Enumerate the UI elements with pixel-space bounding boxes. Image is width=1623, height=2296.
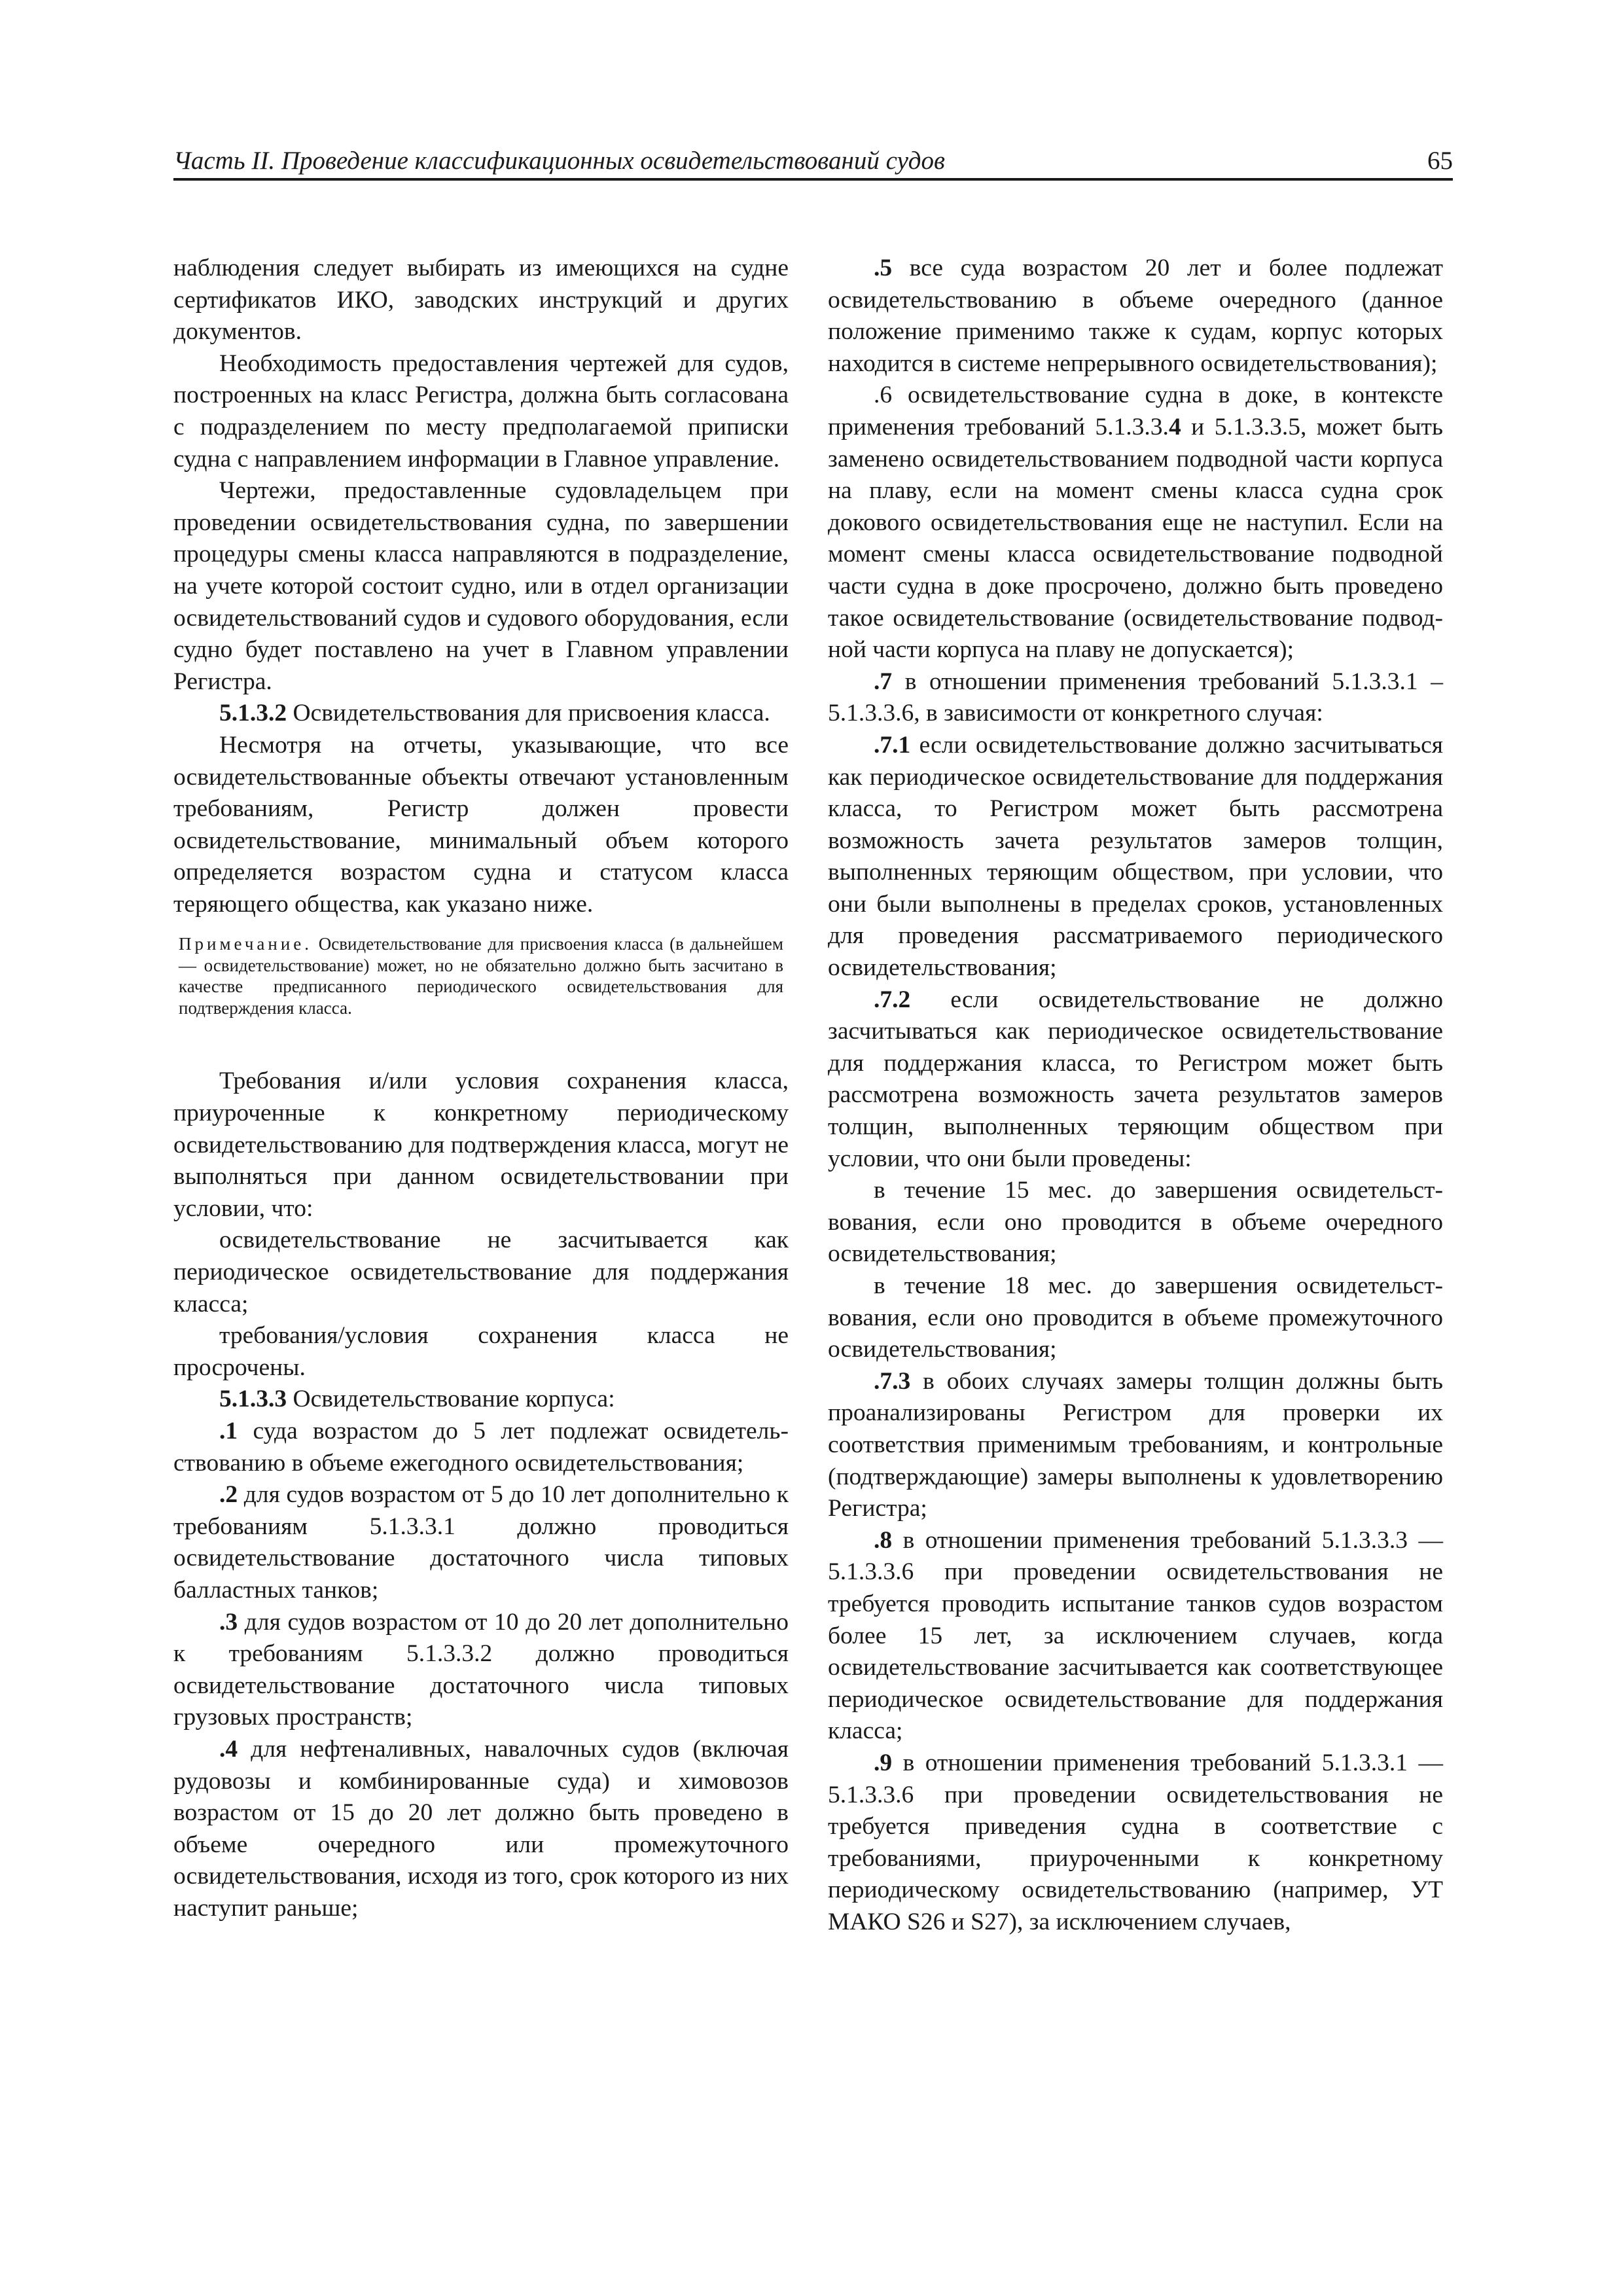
section-5-1-3-2 [173,698,789,730]
item-text: освидетельствование судна в доке, в контексте применения требований 5.1.3.3. [828,382,1443,440]
item-text: в отношении применения требований 5.1.3.3.1 — 5.1.3.3.6 при проведении освидетельствования не требуется приведения судна в соответствие с требованиями, приуроченными к конкретному периодическому освидетельствованию (например, УТ МАКО S26 и S27), за исключением случаев, [828,1749,1443,1935]
list-item [173,1479,789,1606]
list-item [173,1416,789,1479]
list-item [828,984,1443,1175]
item-text: все суда возрастом 20 лет и более подлежат освидетельствованию в объеме очередного (данное положение применимо также к судам, корпус которых находится в системе непрерывного освидетельствования); [828,255,1443,377]
paragraph: требования/условия сохранения класса не просрочены. [173,1322,789,1381]
note-label: Примечание. [179,934,313,954]
item-number: .2 [219,1481,238,1509]
paragraph: в течение 15 мес. до завершения освидетельствования, если оно проводится в объеме очередного освидетельствования; [828,1177,1443,1268]
item-text: для судов возрастом от 5 до 10 лет дополнительно к требованиям 5.1.3.3.1 должно проводиться освидетельствование достаточного числа типовых балластных танков; [173,1481,789,1604]
item-text-bold: 4 [1168,413,1181,440]
paragraph: наблюдения следует выбирать из имеющихся на судне сертификатов ИКО, заводских инструкций и других документов. [173,255,789,346]
item-number: .8 [874,1526,893,1554]
list-item [828,1748,1443,1939]
item-text: для нефтеналивных, навалочных судов (включая рудовозы и комбинированные суда) и химовозов возрастом от 15 до 20 лет должно быть проведено в объеме очередного или промежуточного освидетельствования, исходя из того, срок которого из них наступит раньше; [173,1735,789,1922]
page-number: 65 [1427,147,1453,175]
section-5-1-3-3 [173,1384,789,1416]
note-block [179,933,783,1018]
list-item [828,730,1443,984]
running-header [173,143,1453,179]
paragraph: освидетельствование не засчитывается как периодическое освидетельствование для поддержания класса; [173,1227,789,1318]
paragraph: в течение 18 мес. до завершения освидетельствования, если оно проводится в объеме промежуточного освидетельствования; [828,1272,1443,1363]
item-text: суда возрастом до 5 лет подлежат освидетельствованию в объеме ежегодного освидетельствования; [173,1418,789,1477]
item-number: .6 [874,382,893,409]
list-item [173,1607,789,1734]
item-number: .7 [874,668,893,695]
paragraph: Требования и/или условия сохранения класса, приуроченные к конкретному периодическому освидетельствованию для подтверждения класса, могут не выполняться при данном освидетельствовании при условии, что: [173,1067,789,1222]
section-heading-text: Освидетельствование корпуса: [287,1386,615,1413]
item-number: .3 [219,1608,238,1636]
item-text: для судов возрастом от 10 до 20 лет дополнительно к требованиям 5.1.3.3.2 должно проводиться освидетельствование достаточного числа типовых грузовых пространств; [173,1608,789,1731]
item-number: .7.1 [874,731,911,759]
paragraph: Чертежи, предоставленные судовладельцем при проведении освидетельствования судна, по завершении процедуры смены класса направляются в подразделение, на учете которой состоит судно, или в отдел организации освидетельствований судов и судового оборудования, если судно будет поставлено на учет в Главном управлении Регистра. [173,477,789,695]
section-number: 5.1.3.2 [219,700,287,727]
section-number: 5.1.3.3 [219,1386,287,1413]
item-number: .9 [874,1749,893,1776]
running-header-title: Часть II. Проведение классификационных освидетельствований судов [173,147,945,175]
left-column [173,253,789,1925]
list-item [828,666,1443,730]
item-text: если освидетельствование не должно засчитываться как периодическое освидетельствование для поддержания класса, то Регистром может быть рассмотрена возможность зачета результатов замеров толщин, выполненных теряющим обществом при условии, что они были проведены: [828,986,1443,1172]
paragraph: Необходимость предоставления чертежей для судов, построенных на класс Регистра, должна быть согласована с подразделением по месту предполагаемой приписки судна с направлением информации в Главное управление. [173,350,789,473]
item-number: .5 [874,255,893,281]
section-heading-text: Освидетельствования для присвоения класса. [287,700,770,727]
right-column [828,253,1443,1938]
item-text: если освидетельствование должно засчитываться как периодическое освидетельствование для поддержания класса, то Регистром может быть рассмотрена возможность зачета результатов замеров толщин, выполненных теряющим обществом, при условии, что они были выполнены в пределах сроков, установленных для проведения рассматриваемого периодического освидетельствования; [828,731,1443,982]
note-text: Освидетельствование для присвоения класса (в дальнейшем — освидетельствование) может, но не обязательно должно быть засчитано в качестве предписанного периодического освидетельствования для подтверждения класса. [179,934,783,1018]
list-item [173,1734,789,1925]
list-item [828,1525,1443,1748]
item-number: .1 [219,1418,238,1444]
header-rule [173,178,1453,181]
item-text: в обоих случаях замеры толщин должны быть проанализированы Регистром для проверки их соответствия применимым требованиям, и контрольные (подтверждающие) замеры выполнены к удовлетворению Регистра; [828,1367,1443,1522]
item-number: .4 [219,1735,238,1763]
paragraph: Несмотря на отчеты, указывающие, что все освидетельствованные объекты отвечают установленным требованиям, Регистр должен провести освидетельствование, минимальный объем которого определяется возрастом судна и статусом класса теряющего общества, как указано ниже. [173,731,789,918]
item-text: в отношении применения требований 5.1.3.3.3 — 5.1.3.3.6 при проведении освидетельствования не требуется проводить испытание танков судов возрастом более 15 лет, за исключением случаев, когда освидетельствование засчитывается как соответствующее периодическое освидетельствование для поддержания класса; [828,1526,1443,1745]
item-text: и 5.1.3.3.5, может быть заменено освидетельствованием подводной части корпуса на плаву, если на момент смены класса судна срок докового освидетельствования еще не наступил. Если на момент смены класса освидетельствование подводной части судна в доке просрочено, должно быть проведено такое освидетельствование (освидетельствование подводной части корпуса на плаву не допускается); [828,413,1444,664]
list-item [828,253,1443,380]
item-text: в отношении применения требований 5.1.3.3.1 – 5.1.3.3.6, в зависимости от конкретного случая: [828,668,1443,727]
item-number: .7.3 [874,1367,911,1395]
list-item [828,380,1443,666]
item-number: .7.2 [874,986,911,1013]
list-item [828,1366,1443,1525]
